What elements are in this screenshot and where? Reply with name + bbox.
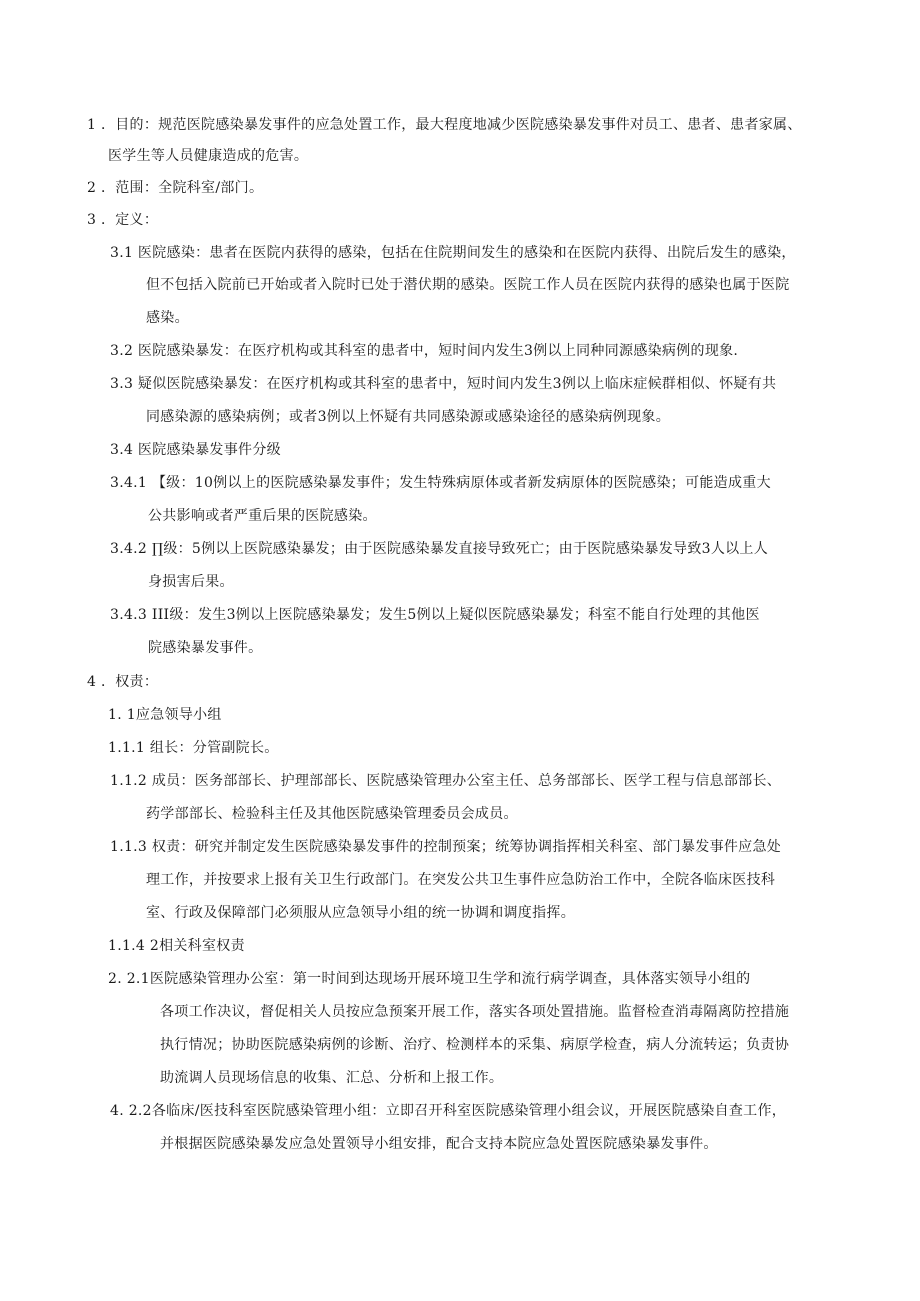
text-line-30: 助流调人员现场信息的收集、汇总、分析和上报工作。 [160, 1070, 504, 1086]
text-line-21: 1.1.2 成员：医务部部长、护理部部长、医院感染管理办公室主任、总务部部长、医学工程与信息部部长、 [110, 773, 782, 789]
text-line-12: 3.4.1 【级：10例以上的医院感染暴发事件；发生特殊病原体或者新发病原体的医院感染；可能造成重大 [110, 475, 771, 491]
text-line-32: 并根据医院感染暴发应急处置领导小组安排，配合支持本院应急处置医院感染暴发事件。 [160, 1136, 718, 1152]
text-line-4: 3 ．定义： [87, 212, 159, 228]
text-line-5: 3.1 医院感染：患者在医院内获得的感染，包括在住院期间发生的感染和在医院内获得、出院后发生的感染， [110, 245, 796, 261]
text-line-3: 2 ．范围：全院科室/部门。 [87, 180, 264, 196]
text-line-16: 3.4.3 III级：发生3例以上医院感染暴发；发生5例以上疑似医院感染暴发；科室不能自行处理的其他医 [110, 607, 760, 623]
text-line-24: 理工作，并按要求上报有关卫生行政部门。在突发公共卫生事件应急防治工作中，全院各临床医技科 [146, 872, 776, 888]
text-line-10: 同感染源的感染病例；或者3例以上怀疑有共同感染源或感染途径的感染病例现象。 [146, 409, 671, 425]
text-line-31: 4. 2.2各临床/医技科室医院感染管理小组：立即召开科室医院感染管理小组会议，开展医院感染自查工作， [110, 1103, 787, 1119]
text-line-2: 医学生等人员健康造成的危害。 [108, 148, 309, 164]
text-line-28: 各项工作决议，督促相关人员按应急预案开展工作，落实各项处置措施。监督检查消毒隔离防控措施 [160, 1004, 790, 1020]
text-line-29: 执行情况；协助医院感染病例的诊断、治疗、检测样本的采集、病原学检查，病人分流转运；负责协 [160, 1037, 790, 1053]
text-line-20: 1.1.1 组长：分管副院长。 [108, 740, 279, 756]
text-line-14: 3.4.2 ∏级：5例以上医院感染暴发；由于医院感染暴发直接导致死亡；由于医院感染暴发导致3人以上人 [110, 541, 769, 557]
text-line-17: 院感染暴发事件。 [148, 640, 263, 656]
text-line-18: 4 ．权责： [87, 674, 159, 690]
text-line-11: 3.4 医院感染暴发事件分级 [110, 442, 281, 458]
text-line-26: 1.1.4 2相关科室权责 [108, 938, 245, 954]
text-line-19: 1. 1应急领导小组 [108, 707, 222, 723]
text-line-8: 3.2 医院感染暴发：在医疗机构或其科室的患者中，短时间内发生3例以上同种同源感染病例的现象. [110, 343, 739, 359]
text-line-15: 身损害后果。 [148, 574, 234, 590]
text-line-27: 2. 2.1医院感染管理办公室：第一时间到达现场开展环境卫生学和流行病学调查，具体落实领导小组的 [108, 971, 751, 987]
text-line-23: 1.1.3 权责：研究并制定发生医院感染暴发事件的控制预案；统筹协调指挥相关科室、部门暴发事件应急处 [110, 839, 782, 855]
text-line-1: 1 ．目的：规范医院感染暴发事件的应急处置工作，最大程度地减少医院感染暴发事件对员工、患者、患者家属、 [87, 117, 802, 133]
text-line-6: 但不包括入院前已开始或者入院时已处于潜伏期的感染。医院工作人员在医院内获得的感染也属于医院 [146, 277, 790, 293]
text-line-22: 药学部部长、检验科主任及其他医院感染管理委员会成员。 [146, 806, 518, 822]
text-line-9: 3.3 疑似医院感染暴发：在医疗机构或其科室的患者中，短时间内发生3例以上临床症候群相似、怀疑有共 [110, 376, 777, 392]
text-line-13: 公共影响或者严重后果的医院感染。 [148, 508, 377, 524]
text-line-7: 感染。 [146, 310, 189, 326]
text-line-25: 室、行政及保障部门必须服从应急领导小组的统一协调和调度指挥。 [146, 905, 575, 921]
